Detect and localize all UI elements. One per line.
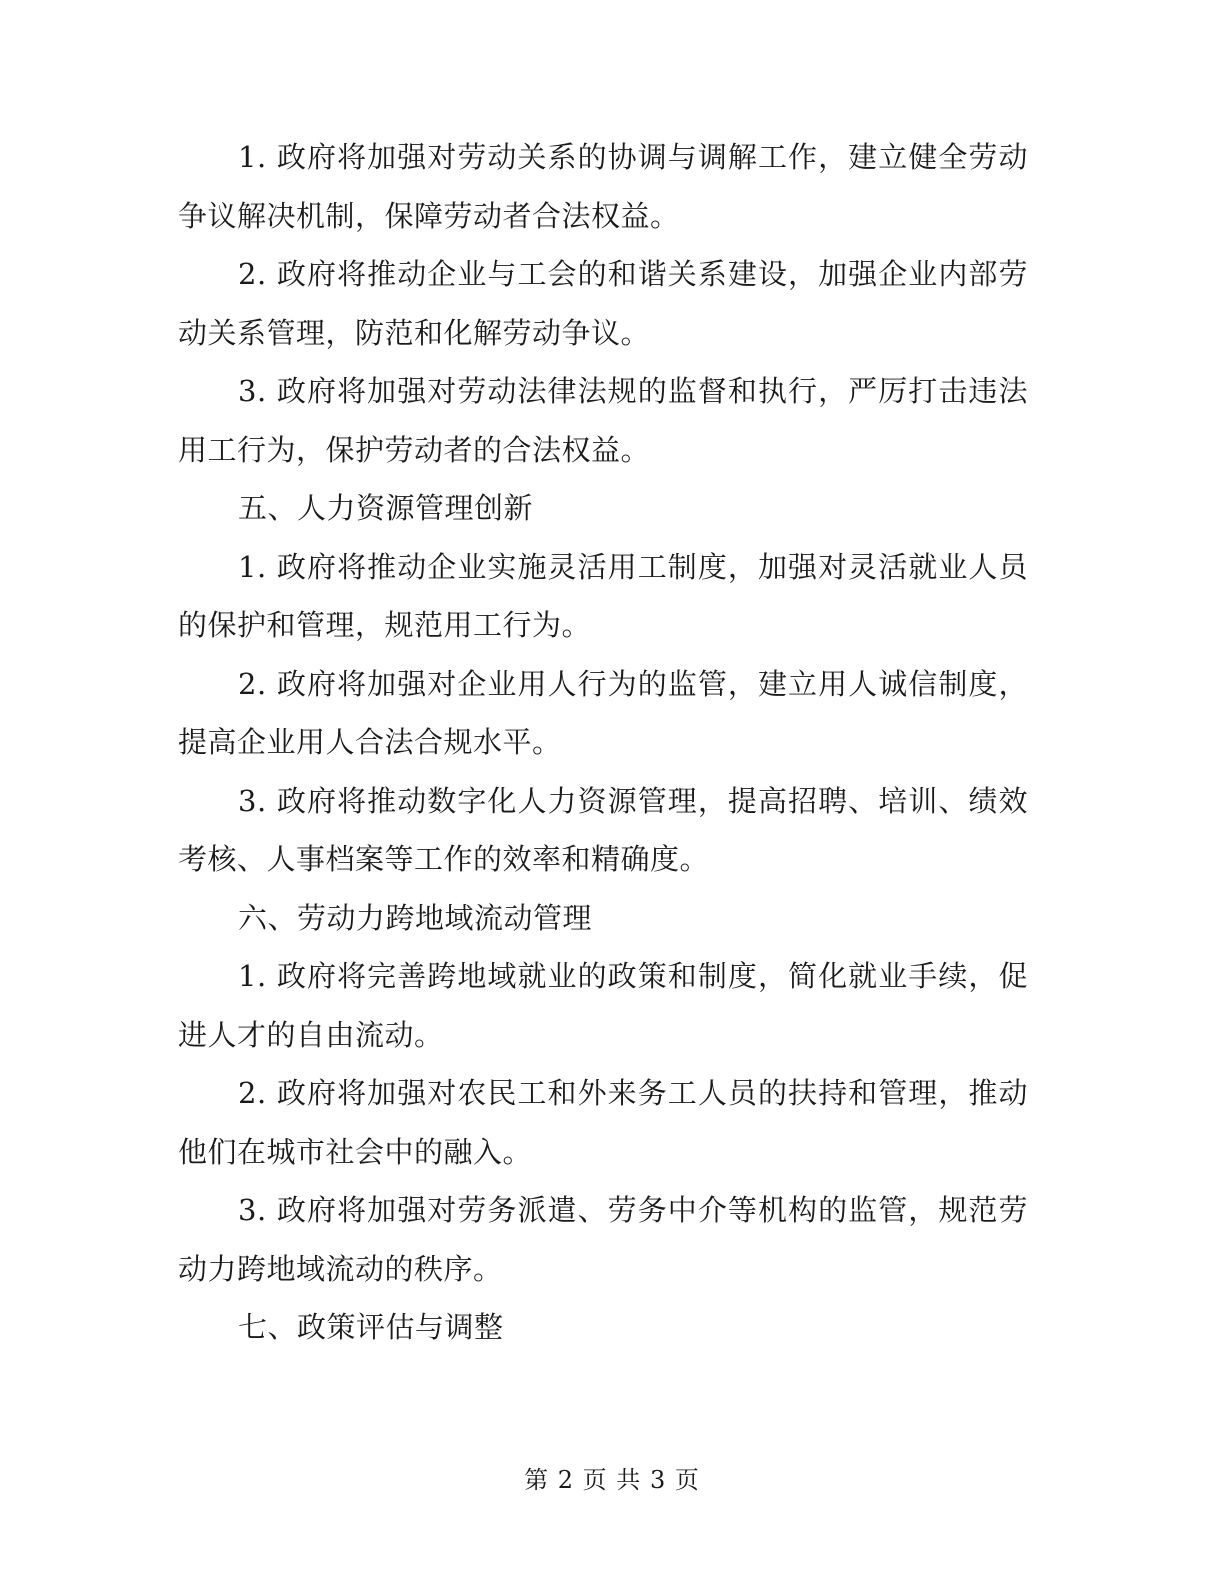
list-item: 2. 政府将推动企业与工会的和谐关系建设，加强企业内部劳动关系管理，防范和化解劳动争议。 xyxy=(178,257,1028,350)
document-body xyxy=(178,128,1028,1357)
section-heading: 五、人力资源管理创新 xyxy=(238,491,534,525)
list-item: 3. 政府将加强对劳务派遣、劳务中介等机构的监管，规范劳动力跨地域流动的秩序。 xyxy=(178,1193,1028,1286)
list-item: 1. 政府将完善跨地域就业的政策和制度，简化就业手续，促进人才的自由流动。 xyxy=(178,959,1028,1052)
list-item: 3. 政府将加强对劳动法律法规的监督和执行，严厉打击违法用工行为，保护劳动者的合法权益。 xyxy=(178,374,1028,467)
list-item: 2. 政府将加强对企业用人行为的监管，建立用人诚信制度，提高企业用人合法合规水平。 xyxy=(178,666,1028,759)
section-heading: 七、政策评估与调整 xyxy=(238,1310,504,1344)
section-heading: 六、劳动力跨地域流动管理 xyxy=(238,900,593,935)
list-item: 3. 政府将推动数字化人力资源管理，提高招聘、培训、绩效考核、人事档案等工作的效率和精确度。 xyxy=(178,783,1028,876)
list-item: 2. 政府将加强对农民工和外来务工人员的扶持和管理，推动他们在城市社会中的融入。 xyxy=(178,1076,1028,1169)
list-item: 1. 政府将加强对劳动关系的协调与调解工作，建立健全劳动争议解决机制，保障劳动者合法权益。 xyxy=(178,140,1028,233)
page-number-footer: 第 2 页 共 3 页 xyxy=(524,1466,700,1494)
list-item: 1. 政府将推动企业实施灵活用工制度，加强对灵活就业人员的保护和管理，规范用工行为。 xyxy=(178,549,1028,642)
